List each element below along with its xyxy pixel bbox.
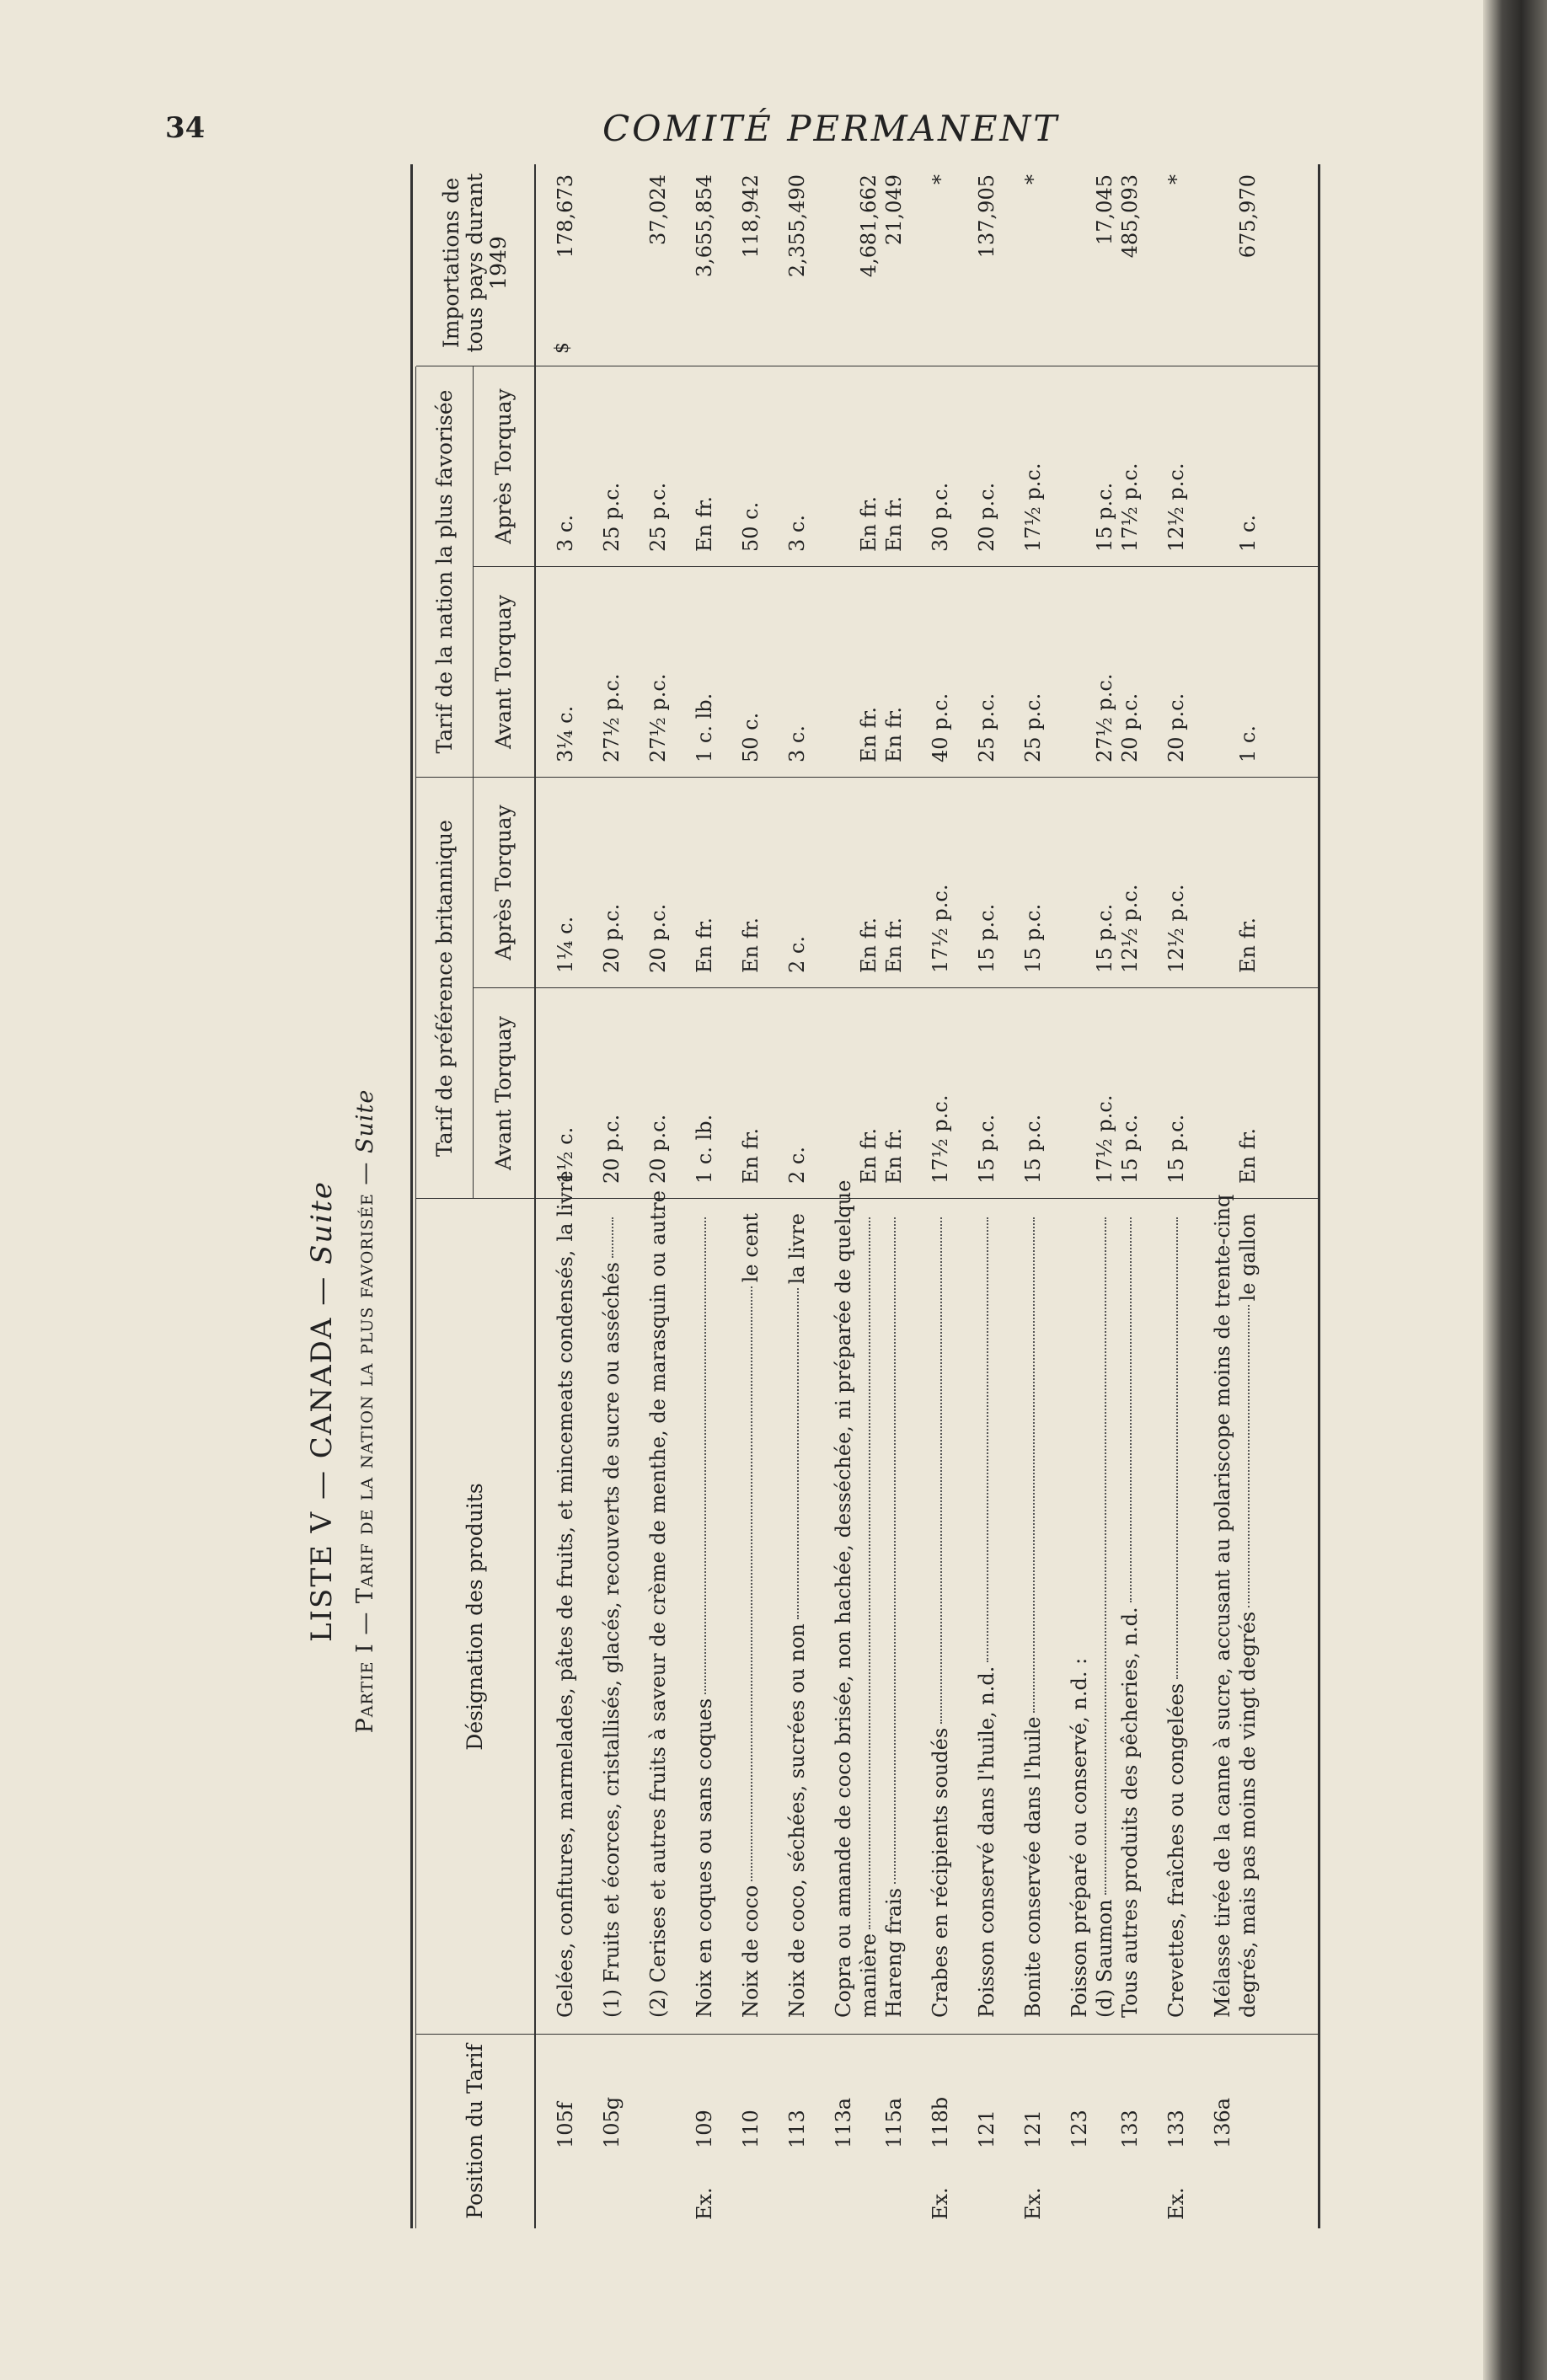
product-designation (739, 1213, 764, 2018)
imports-column (410, 164, 1320, 366)
mfn-before-rate: 27½ p.c. (1093, 673, 1116, 762)
designation-text: (2) Cerises et autres fruits à saveur de crème de menthe, de marasquin ou autre (646, 1190, 670, 2018)
tariff-table (410, 366, 1320, 2228)
unit-label: la livre (554, 1170, 577, 1242)
unit-label: la livre (785, 1213, 809, 1285)
product-designation (554, 1170, 579, 2018)
imports-value: 3,655,854 (693, 174, 716, 278)
position-code: 136a (1211, 2097, 1234, 2148)
designation-text: Poisson conservé dans l'huile, n.d. (975, 1666, 998, 2018)
header-bottom-rule (534, 366, 536, 2228)
british-before-rate: 15 p.c. (1118, 1114, 1142, 1184)
british-after-rate: En fr. (857, 917, 881, 973)
mfn-after-rate: 15 p.c. (1093, 482, 1116, 552)
designation-text: Copra ou amande de coco brisée, non hachée, desséchée, ni préparée de quelque (832, 1179, 855, 2018)
dot-leader (987, 1217, 988, 1662)
mfn-before-rate: 25 p.c. (1021, 693, 1045, 762)
mfn-after-rate: 3 c. (554, 515, 577, 552)
part-title-suffix: Suite (352, 1088, 378, 1153)
unit-label: le gallon (1236, 1213, 1260, 1302)
list-title (305, 442, 339, 2380)
imports-value: 137,905 (975, 174, 998, 259)
mfn-after-rate: En fr. (693, 496, 716, 552)
product-designation (646, 1190, 672, 2018)
mfn-after-rate: En fr. (857, 496, 881, 552)
mfn-before-rate: En fr. (882, 707, 906, 762)
dot-leader (612, 1217, 613, 1258)
mfn-before-rate: 50 c. (739, 712, 763, 762)
imports-value: * (1164, 174, 1188, 185)
position-prefix: Ex. (1164, 2187, 1188, 2220)
mfn-after-rate: En fr. (882, 496, 906, 552)
designation-text: manière (857, 1933, 881, 2018)
designation-text: Crevettes, fraîches ou congelées (1164, 1682, 1188, 2018)
product-designation (693, 1213, 718, 2018)
mfn-after-rate: 17½ p.c. (1118, 463, 1142, 552)
designation-text: Noix de coco (739, 1885, 763, 2018)
header-position: Position du Tarif (463, 2044, 487, 2219)
designation-text: Poisson préparé ou conservé, n.d. : (1068, 1657, 1091, 2018)
british-after-rate: 1¼ c. (554, 916, 577, 973)
header-mfn-after: Après Torquay (491, 388, 516, 544)
british-before-rate: En fr. (882, 1128, 906, 1184)
dot-leader (1176, 1217, 1178, 1679)
imports-value: 21,049 (882, 174, 906, 245)
position-code: 105f (554, 2102, 577, 2148)
running-head: COMITÉ PERMANENT (602, 108, 1060, 149)
header-mfn-before: Avant Torquay (491, 594, 516, 750)
british-after-rate: 20 p.c. (646, 903, 670, 973)
table-top-rule-inner (415, 366, 416, 2228)
british-before-rate: 15 p.c. (1021, 1114, 1045, 1184)
header-british-preference: Tarif de préférence britannique (432, 820, 457, 1157)
mfn-before-rate: 27½ p.c. (600, 673, 624, 762)
header-british-after: Après Torquay (491, 805, 516, 960)
dot-leader (1130, 1217, 1132, 1602)
col-rule-5 (473, 566, 1318, 567)
dot-leader (940, 1217, 942, 1724)
designation-text: (1) Fruits et écorces, cristallisés, glacés, recouverts de sucre ou asséchés (600, 1262, 624, 2018)
british-before-rate: 2 c. (785, 1147, 809, 1184)
header-designation: Désignation des produits (463, 1483, 487, 1751)
mfn-before-rate: 20 p.c. (1164, 693, 1188, 762)
british-after-rate: 12½ p.c. (1164, 884, 1188, 973)
british-after-rate: 12½ p.c. (1118, 884, 1142, 973)
product-designation (929, 1213, 954, 2018)
col-rule-3 (473, 987, 1318, 988)
designation-text: degrés, mais pas moins de vingt degrés (1236, 1611, 1260, 2018)
product-designation (1211, 1194, 1261, 2018)
col-rule-4 (416, 777, 1318, 778)
product-designation (1164, 1213, 1190, 2018)
mfn-before-rate: En fr. (857, 707, 881, 762)
imports-value: 675,970 (1236, 174, 1260, 259)
mfn-after-rate: 17½ p.c. (1021, 463, 1045, 552)
position-code: 115a (882, 2097, 906, 2148)
page-number: 34 (165, 111, 206, 145)
designation-text: Hareng frais (882, 1887, 906, 2018)
mfn-after-rate: 3 c. (785, 515, 809, 552)
designation-text: Bonite conservée dans l'huile (1021, 1716, 1045, 2018)
dot-leader (797, 1288, 799, 1619)
currency-symbol: $ (552, 342, 573, 354)
col-rule-2 (416, 1198, 1318, 1199)
position-code: 110 (739, 2110, 763, 2148)
position-code: 109 (693, 2110, 716, 2148)
dot-leader (1033, 1217, 1035, 1713)
british-before-rate: 17½ p.c. (1093, 1094, 1116, 1184)
mfn-after-rate: 25 p.c. (600, 482, 624, 552)
dot-leader (894, 1217, 896, 1884)
list-title-main: LISTE V — CANADA — (305, 1275, 339, 1642)
header-imports: Importations de tous pays durant 1949 (439, 173, 511, 353)
mfn-after-rate: 30 p.c. (929, 482, 952, 552)
product-designation (882, 1213, 907, 2018)
table-top-rule (410, 366, 413, 2228)
dot-leader (869, 1217, 870, 1929)
list-title-suffix: Suite (305, 1180, 339, 1265)
designation-text: Gelées, confitures, marmelades, pâtes de fruits, et mincemeats condensés, (554, 1249, 577, 2018)
british-after-rate: 17½ p.c. (929, 884, 952, 973)
mfn-before-rate: 40 p.c. (929, 693, 952, 762)
british-after-rate: 20 p.c. (600, 903, 624, 973)
position-code: 118b (929, 2096, 952, 2148)
position-code: 123 (1068, 2110, 1091, 2148)
mfn-before-rate: 3¼ c. (554, 705, 577, 762)
product-designation (832, 1179, 882, 2018)
mfn-after-rate: 20 p.c. (975, 482, 998, 552)
position-code: 121 (1021, 2110, 1045, 2148)
product-designation (1118, 1213, 1143, 2018)
product-designation (975, 1213, 1000, 2018)
dot-leader (1248, 1305, 1250, 1607)
position-code: 121 (975, 2110, 998, 2148)
position-prefix: Ex. (1021, 2187, 1045, 2220)
imports-value: 485,093 (1118, 174, 1142, 259)
mfn-after-rate: 1 c. (1236, 515, 1260, 552)
british-after-rate: En fr. (882, 917, 906, 973)
imports-value: * (1021, 174, 1045, 185)
product-designation (1068, 1213, 1118, 2018)
designation-text: Noix de coco, séchées, sucrées ou non (785, 1623, 809, 2018)
imports-value: 2,355,490 (785, 174, 809, 278)
designation-text: Tous autres produits des pêcheries, n.d. (1118, 1607, 1142, 2018)
dot-leader (1105, 1217, 1106, 1895)
designation-text: Mélasse tirée de la canne à sucre, accusant au polariscope moins de trente-cinq (1211, 1194, 1234, 2018)
mfn-before-rate: 3 c. (785, 725, 809, 762)
british-after-rate: 15 p.c. (1093, 903, 1116, 973)
header-british-before: Avant Torquay (491, 1015, 516, 1171)
british-before-rate: 15 p.c. (1164, 1114, 1188, 1184)
british-before-rate: 1 c. lb. (693, 1114, 716, 1184)
mfn-before-rate: 20 p.c. (1118, 693, 1142, 762)
table-bottom-rule (1318, 366, 1320, 2228)
imports-value: 178,673 (554, 174, 577, 259)
mfn-before-rate: 27½ p.c. (646, 673, 670, 762)
british-before-rate: 20 p.c. (646, 1114, 670, 1184)
designation-text: Crabes en récipients soudés (929, 1727, 952, 2018)
mfn-before-rate: 1 c. (1236, 725, 1260, 762)
british-before-rate: 17½ p.c. (929, 1094, 952, 1184)
designation-text: (d) Saumon (1093, 1899, 1116, 2018)
designation-text: Noix en coques ou sans coques (693, 1698, 716, 2018)
british-before-rate: 1½ c. (554, 1126, 577, 1184)
imports-value: 17,045 (1093, 174, 1116, 245)
british-after-rate: En fr. (693, 917, 716, 973)
mfn-after-rate: 50 c. (739, 501, 763, 552)
mfn-before-rate: 25 p.c. (975, 693, 998, 762)
part-title (352, 442, 378, 2380)
british-before-rate: 20 p.c. (600, 1114, 624, 1184)
mfn-after-rate: 12½ p.c. (1164, 463, 1188, 552)
product-designation (600, 1213, 625, 2018)
part-title-main: Partie I — Tarif de la nation la plus favorisée — (352, 1161, 378, 1734)
position-code: 133 (1118, 2110, 1142, 2148)
imports-value: 118,942 (739, 174, 763, 259)
unit-label: le cent (739, 1213, 763, 1283)
position-code: 105g (600, 2096, 624, 2148)
imports-value: 4,681,662 (857, 174, 881, 278)
position-code: 113 (785, 2110, 809, 2148)
product-designation (1021, 1213, 1046, 2018)
position-prefix: Ex. (929, 2187, 952, 2220)
british-before-rate: En fr. (1236, 1128, 1260, 1184)
imports-value: * (929, 174, 952, 185)
british-after-rate: En fr. (1236, 917, 1260, 973)
british-after-rate: 15 p.c. (1021, 903, 1045, 973)
british-before-rate: 15 p.c. (975, 1114, 998, 1184)
mfn-before-rate: 1 c. lb. (693, 693, 716, 762)
header-mfn: Tarif de la nation la plus favorisée (432, 389, 457, 754)
position-prefix: Ex. (693, 2187, 716, 2220)
position-code: 113a (832, 2097, 855, 2148)
british-before-rate: En fr. (739, 1128, 763, 1184)
col-rule-1 (416, 2034, 1318, 2035)
british-before-rate: En fr. (857, 1128, 881, 1184)
british-after-rate: 15 p.c. (975, 903, 998, 973)
imports-value: 37,024 (646, 174, 670, 245)
position-code: 133 (1164, 2110, 1188, 2148)
british-after-rate: 2 c. (785, 936, 809, 973)
mfn-after-rate: 25 p.c. (646, 482, 670, 552)
dot-leader (751, 1286, 752, 1880)
dot-leader (704, 1217, 706, 1694)
product-designation (785, 1213, 811, 2018)
british-after-rate: En fr. (739, 917, 763, 973)
